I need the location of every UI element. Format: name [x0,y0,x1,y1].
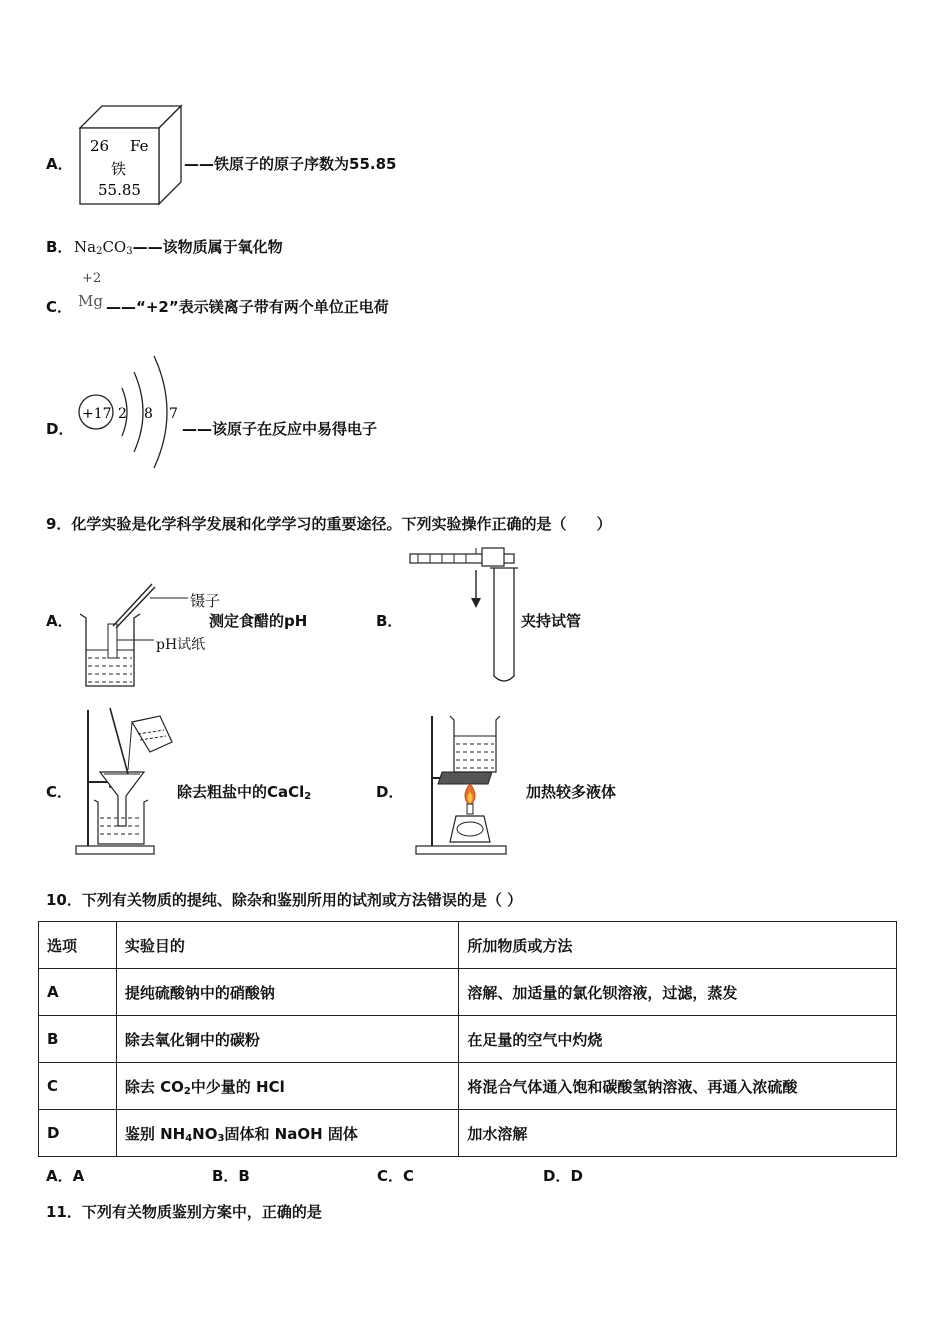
tweezers-label: 镊子 [190,592,221,610]
q9-option-c-subscript: 2 [304,791,312,802]
q10-choice-c: C．C [377,1167,415,1185]
q10-choice-a: A．A [46,1167,85,1185]
row-purpose: 提纯硫酸钠中的硝酸钠 [116,969,459,1016]
purpose-subscript: 2 [183,1085,191,1097]
shell-3-electrons: 7 [169,406,178,422]
row-option: A [39,969,117,1016]
atomic-number: 26 [90,137,110,155]
q10-choice-b: B．B [212,1167,250,1185]
option-d-label: D． [46,420,74,438]
table-header-row [39,922,897,969]
option-c-label: C． [46,298,73,316]
row-method: 溶解、加适量的氯化钡溶液，过滤，蒸发 [459,969,897,1016]
option-a-label: A． [46,155,73,173]
row-method: 加水溶解 [459,1110,897,1157]
row-method: 在足量的空气中灼烧 [459,1016,897,1063]
header-purpose: 实验目的 [116,922,459,969]
purpose-part: 固体和 NaOH 固体 [224,1124,358,1143]
row-purpose: 除去氧化铜中的碳粉 [116,1016,459,1063]
purpose-part: NO [192,1124,218,1143]
table-row [39,1063,897,1110]
atomic-mass: 55.85 [98,181,141,199]
reagent-methods-table [38,921,897,1157]
row-option: C [39,1063,117,1110]
formula-subscript: 3 [126,246,133,257]
option-d-text: ——该原子在反应中易得电子 [182,420,378,438]
header-method: 所加物质或方法 [459,922,897,969]
purpose-part: 除去 CO [124,1077,184,1096]
question-10-stem: 10．下列有关物质的提纯、除杂和鉴别所用的试剂或方法错误的是（ ） [46,891,523,909]
table-row [39,1110,897,1157]
q9-option-c-label: C． [46,783,73,801]
q9-option-a-label: A． [46,612,73,630]
formula-part: CO [102,238,127,256]
filtration-apparatus-diagram [72,704,180,858]
table-row [39,969,897,1016]
purpose-subscript: 4 [185,1132,193,1144]
option-b-text: ——该物质属于氧化物 [132,238,283,256]
question-11-stem: 11．下列有关物质鉴别方案中，正确的是 [46,1203,322,1221]
shell-2-electrons: 8 [144,406,153,422]
test-tube-holder-diagram [406,546,520,686]
valence-mark: +2 [82,271,102,286]
q10-choice-d: D．D [543,1167,583,1185]
row-purpose [116,1063,459,1110]
row-option: B [39,1016,117,1063]
q9-option-d-text: 加热较多液体 [526,783,617,801]
element-name: 铁 [111,160,127,178]
q9-option-b-label: B． [376,612,403,630]
atomic-structure-diagram [76,350,188,472]
ph-paper-label: pH试纸 [156,637,206,653]
question-9-stem: 9．化学实验是化学科学发展和化学学习的重要途径。下列实验操作正确的是（ ） [46,515,612,533]
option-b-content [74,236,283,257]
purpose-part: 中少量的 HCl [190,1077,285,1096]
row-purpose [116,1110,459,1157]
element-symbol: Fe [130,137,149,155]
heating-liquid-apparatus-diagram [412,712,520,858]
q9-option-a-text: 测定食醋的pH [209,612,308,630]
q9-option-c-text-main: 除去粗盐中的CaCl [177,783,305,801]
magnesium-symbol: Mg [78,292,103,310]
purpose-part: 鉴别 NH [124,1124,186,1143]
iron-element-cell-diagram [78,102,184,206]
q9-option-c-text [177,781,311,802]
option-b-label: B． [46,238,73,256]
q9-option-d-label: D． [376,783,404,801]
header-option: 选项 [39,922,117,969]
formula-subscript: 2 [96,246,103,257]
nucleus-charge: +17 [82,406,112,422]
q9-option-b-text: 夹持试管 [521,612,582,630]
table-row [39,1016,897,1063]
formula-part: Na [74,238,97,256]
option-c-text: ——“+2”表示镁离子带有两个单位正电荷 [106,298,389,316]
purpose-subscript: 3 [217,1132,225,1144]
shell-1-electrons: 2 [118,406,127,422]
row-method: 将混合气体通入饱和碳酸氢钠溶液、再通入浓硫酸 [459,1063,897,1110]
row-option: D [39,1110,117,1157]
option-a-text: ——铁原子的原子序数为55.85 [184,155,397,173]
